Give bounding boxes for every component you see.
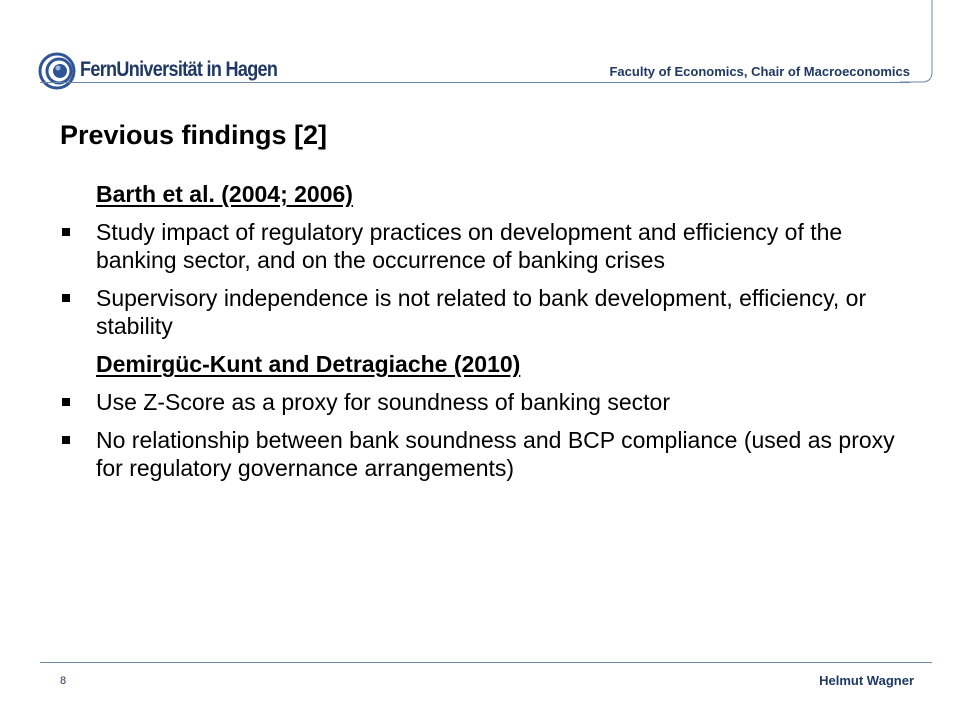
bullet-item [60,388,920,416]
university-logo[interactable] [38,52,278,90]
bullet-item [60,218,920,274]
square-bullet-icon [62,294,70,302]
square-bullet-icon [62,398,70,406]
bullet-text: Study impact of regulatory practices on development and efficiency of the banking sector, and on the occurrence of banking crises [96,219,843,273]
slide-title: Previous findings [2] [60,120,328,150]
footer-divider [40,662,932,663]
corner-frame-decoration [900,0,960,100]
study-heading-barth: Barth et al. (2004; 2006) [96,181,353,207]
bullet-text: Supervisory independence is not related to bank development, efficiency, or stability [96,285,867,339]
bullet-text: No relationship between bank soundness and BCP compliance (used as proxy for regulatory governance arrangements) [96,427,895,481]
author-name: Helmut Wagner [819,673,914,688]
bullet-item [60,426,920,482]
bullet-text: Use Z-Score as a proxy for soundness of banking sector [96,389,671,415]
university-emblem-icon [38,52,80,90]
header-divider [40,82,910,83]
study-heading-demirguc-kunt: Demirgüc-Kunt and Detragiache (2010) [96,351,521,377]
page-number: 8 [60,675,67,687]
slide-body [60,180,920,492]
faculty-label: Faculty of Economics, Chair of Macroeconomics [609,64,910,79]
square-bullet-icon [62,436,70,444]
square-bullet-icon [62,228,70,236]
bullet-item [60,284,920,340]
logo-wordmark: FernUniversität in Hagen [80,58,278,81]
